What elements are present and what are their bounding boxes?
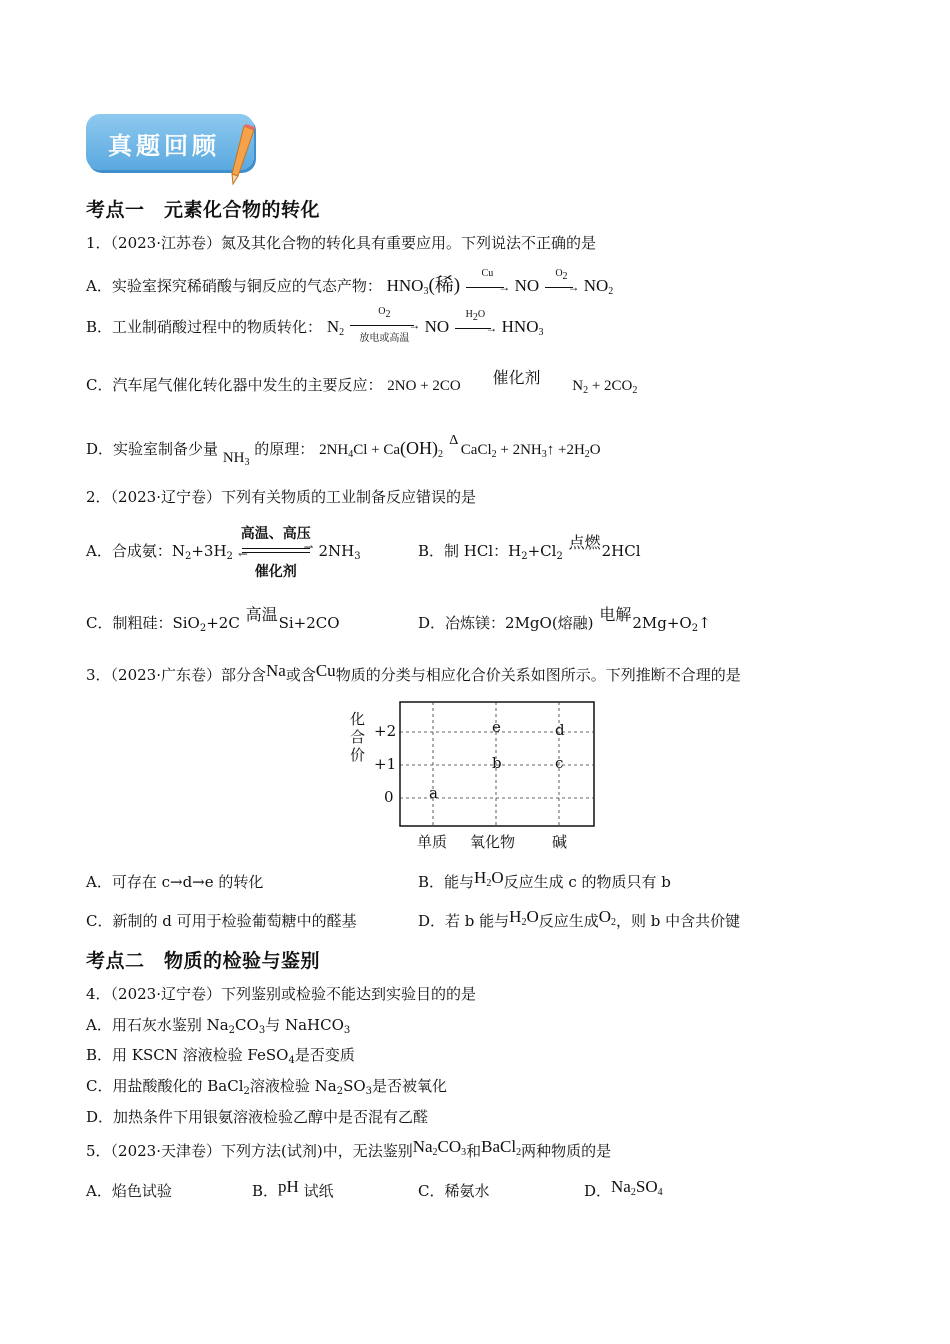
question-3-stem: 3．（2023·广东卷）部分含Na或含Cu物质的分类与相应化合价关系如图所示。下列推断不合理的是 [86, 661, 741, 684]
question-4-stem: 4．（2023·辽宁卷）下列鉴别或检验不能达到实验目的的是 [86, 985, 476, 1003]
y-axis-label-3: 价 [350, 746, 366, 764]
question-2-stem: 2．（2023·辽宁卷）下列有关物质的工业制备反应错误的是 [86, 488, 476, 506]
section-heading-1: 考点一 元素化合物的转化 [86, 199, 321, 221]
q5-option-b: B．pH 试纸 [252, 1177, 334, 1200]
q1-option-b: B．工业制硝酸过程中的物质转化： $N_2$ $O_2$ → 放电或高温 NO $H_2O$ → $HNO_3$ [86, 306, 544, 345]
y-axis-label-2: 合 [350, 728, 366, 746]
x-tick: 氧化物 [470, 833, 516, 851]
q4-option-d: D．加热条件下用银氨溶液检验乙醇中是否混有乙醛 [86, 1108, 429, 1126]
point-b: b [492, 754, 502, 772]
q1-option-c: C．汽车尾气催化转化器中发生的主要反应： 2NO + 2CO 催化剂 $N_2 + 2CO_2$ [86, 369, 638, 396]
q4-option-a: A．用石灰水鉴别 $Na_2CO_3$与 NaHCO$_3$ [86, 1016, 351, 1036]
q1-option-d: D．实验室制备少量 $NH_3$ 的原理： $2NH_4Cl + Ca(OH)_2$ Δ CaCl$_2$ + $2NH_3↑ +2H_2O$ [86, 432, 601, 468]
y-tick: 0 [384, 788, 394, 806]
q3-option-b: B．能与$H_2O$反应生成 c 的物质只有 b [418, 868, 671, 891]
banner-title: 真题回顾 [108, 132, 220, 160]
question-5-stem: 5．（2023·天津卷）下列方法(试剂)中，无法鉴别$Na_2CO_3$和BaCl$_2$两种物质的是 [86, 1137, 612, 1160]
x-tick: 碱 [552, 833, 568, 851]
q5-option-c: C．稀氨水 [418, 1182, 490, 1200]
q4-option-b: B．用 KSCN 溶液检验 FeSO$_4$是否变质 [86, 1046, 355, 1066]
title-banner [86, 114, 254, 170]
x-tick: 单质 [417, 833, 448, 851]
q3-option-c: C．新制的 d 可用于检验葡萄糖中的醛基 [86, 912, 357, 930]
point-e: e [492, 718, 501, 736]
q5-option-a: A．焰色试验 [86, 1182, 172, 1200]
q4-option-c: C．用盐酸酸化的 BaCl$_2$溶液检验 $Na_2SO_3$是否被氧化 [86, 1077, 448, 1097]
question-1-stem: 1．（2023·江苏卷）氮及其化合物的转化具有重要应用。下列说法不正确的是 [86, 234, 596, 252]
point-d: d [555, 721, 565, 739]
q2-option-d: D．冶炼镁：2MgO(熔融) 电解 $2Mg+O_2↑$ [418, 605, 711, 634]
pencil-icon [222, 124, 260, 186]
q3-option-d: D．若 b 能与$H_2O$反应生成$O_2$，则 b 中含共价键 [418, 907, 741, 930]
y-tick: +2 [374, 722, 397, 740]
q1-option-a: A．实验室探究稀硝酸与铜反应的气态产物： $HNO_3$(稀) Cu → NO $O_2$ → $NO_2$ [86, 268, 614, 297]
q2-option-c: C．制粗硅：SiO$_2$+2C 高温 Si+2CO [86, 605, 340, 634]
section-heading-2: 考点二 物质的检验与鉴别 [86, 950, 321, 972]
point-a: a [429, 784, 438, 802]
q3-option-a: A．可存在 c→d→e 的转化 [86, 873, 264, 891]
q5-option-d: D．$Na_2SO_4$ [584, 1177, 663, 1200]
valence-diagram [340, 700, 610, 860]
q2-option-a: A．合成氨：$N_2+3H_2$ 高温、高压 ⇀ ↽ 催化剂 $2NH_3$ [86, 526, 361, 580]
point-c: c [555, 754, 564, 772]
y-tick: +1 [374, 755, 397, 773]
q2-option-b: B．制 HCl：$H_2+Cl_2$ 点燃 2HCl [418, 533, 641, 562]
y-axis-label-1: 化 [350, 710, 366, 728]
